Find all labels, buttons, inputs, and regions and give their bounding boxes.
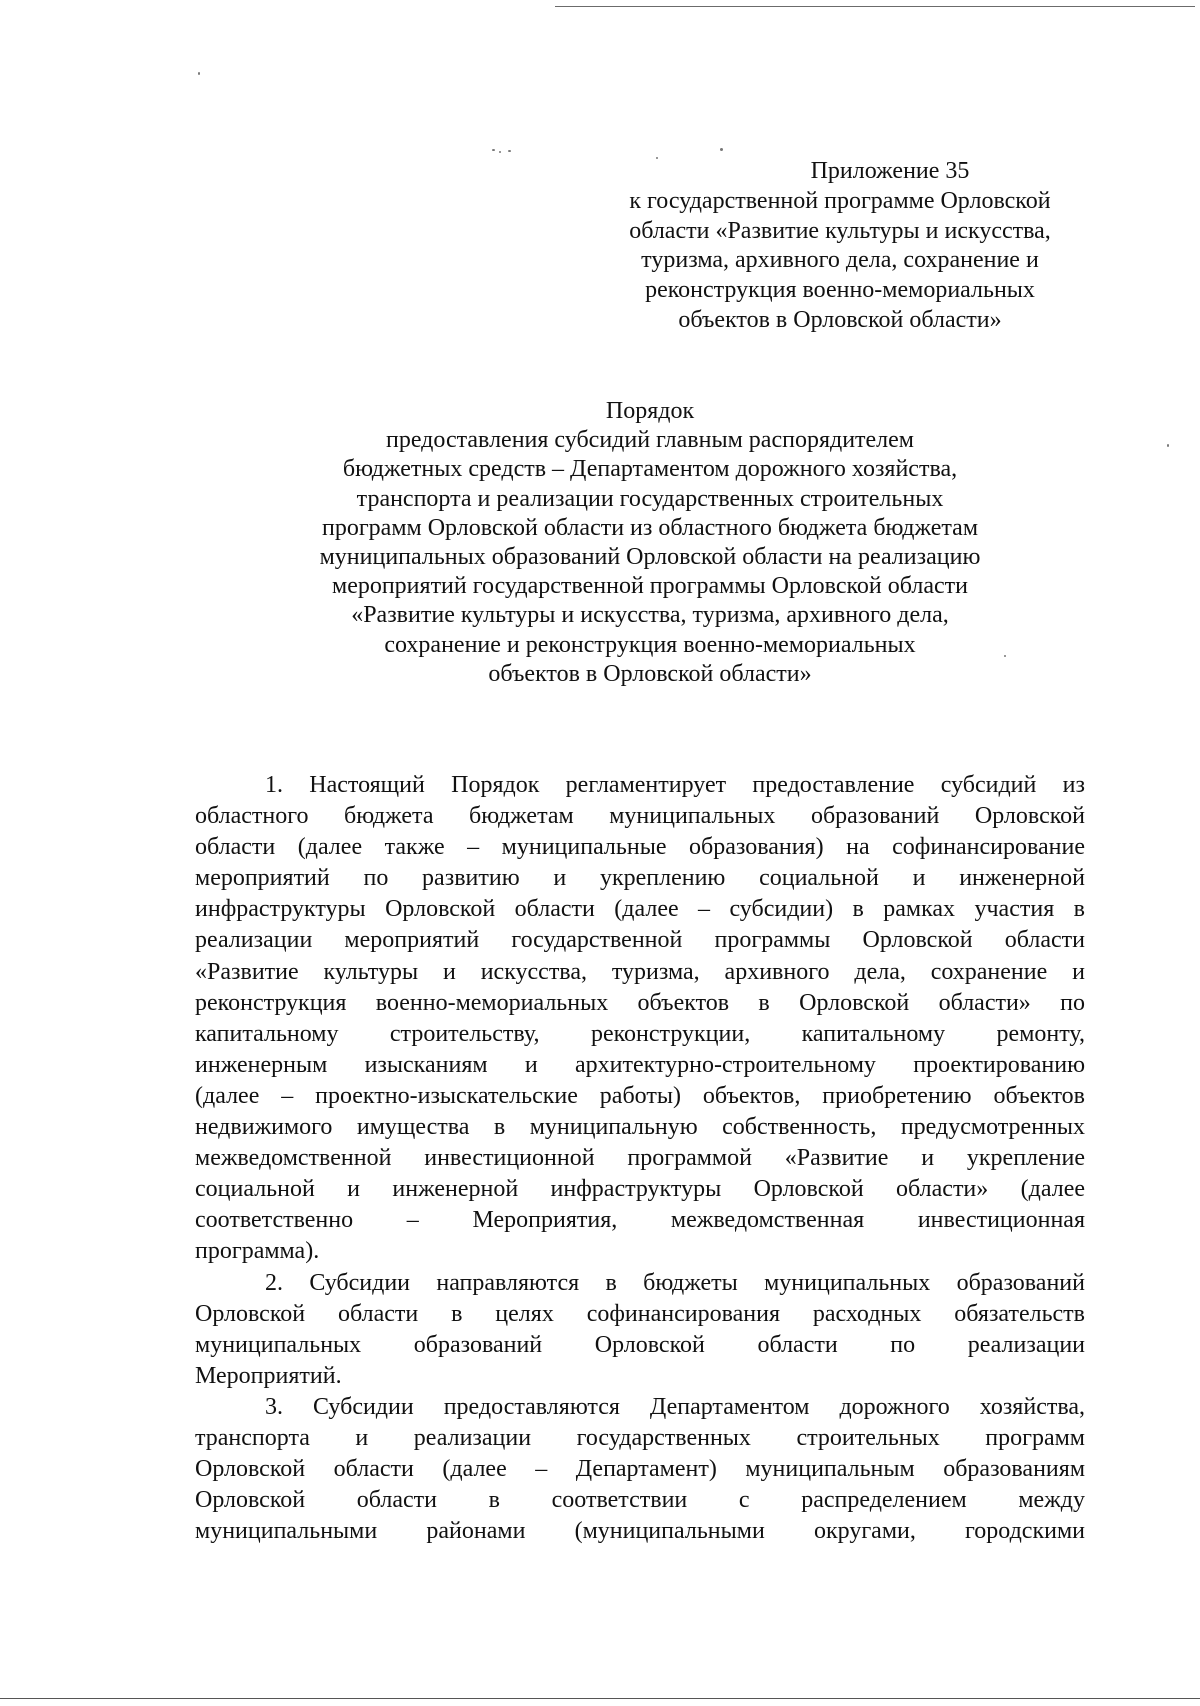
title-line: объектов в Орловской области» — [488, 660, 812, 687]
title-line: бюджетных средств – Департаментом дорожного хозяйства, — [342, 456, 958, 483]
title-line: «Развитие культуры и искусства, туризма, архивного дела, — [351, 602, 949, 629]
scan-speck — [1167, 444, 1169, 447]
scan-top-rule — [555, 6, 1195, 7]
appendix-line: туризма, архивного дела, сохранение и — [641, 247, 1039, 274]
body-line: межведомственной инвестиционной программой «Развитие и укрепление — [195, 1145, 1085, 1172]
appendix-number: Приложение 35 — [810, 158, 970, 184]
scan-speck — [492, 149, 495, 151]
body-line: инженерным изысканиям и архитектурно-строительному проектированию — [195, 1051, 1085, 1078]
scan-speck — [198, 72, 200, 75]
body-line: 3. Субсидии предоставляются Департаментом дорожного хозяйства, — [265, 1393, 1085, 1420]
title-line: мероприятий государственной программы Орловской области — [332, 573, 968, 600]
body-line: Орловской области в целях софинансирования расходных обязательств — [195, 1300, 1085, 1327]
document-body — [195, 770, 1085, 1547]
body-line: инфраструктуры Орловской области (далее – субсидии) в рамках участия в — [195, 896, 1085, 923]
scan-bottom-rule — [0, 1698, 1200, 1699]
body-line: социальной и инженерной инфраструктуры Орловской области» (далее — [195, 1176, 1085, 1203]
body-line: области (далее также – муниципальные образования) на софинансирование — [195, 834, 1085, 861]
title-line: транспорта и реализации государственных строительных — [356, 485, 944, 512]
body-line: мероприятий по развитию и укреплению социальной и инженерной — [195, 865, 1085, 892]
appendix-line: к государственной программе Орловской — [629, 187, 1051, 214]
body-line: муниципальных образований Орловской области по реализации — [195, 1331, 1085, 1358]
scan-speck — [508, 150, 511, 152]
body-line: 2. Субсидии направляются в бюджеты муниципальных образований — [265, 1269, 1085, 1296]
body-line: 1. Настоящий Порядок регламентирует предоставление субсидий из — [265, 772, 1085, 798]
appendix-block — [600, 157, 1080, 336]
body-line: (далее – проектно-изыскательские работы) объектов, приобретению объектов — [195, 1082, 1085, 1109]
title-line: программ Орловской области из областного бюджета бюджетам — [321, 514, 978, 541]
body-line: реконструкция военно-мемориальных объектов в Орловской области» по — [195, 989, 1085, 1016]
body-line: Мероприятий. — [195, 1362, 342, 1389]
appendix-line: объектов в Орловской области» — [678, 306, 1002, 333]
scan-speck — [720, 148, 723, 151]
body-line: Орловской области в соответствии с распределением между — [195, 1487, 1085, 1514]
body-line: капитальному строительству, реконструкции, капитальному ремонту, — [195, 1020, 1085, 1047]
body-line: областного бюджета бюджетам муниципальных образований Орловской — [195, 803, 1085, 830]
title-line: предоставления субсидий главным распорядителем — [385, 427, 914, 454]
appendix-line: области «Развитие культуры и искусства, — [629, 217, 1051, 244]
body-line: реализации мероприятий государственной программы Орловской области — [195, 927, 1085, 954]
body-line: «Развитие культуры и искусства, туризма, архивного дела, сохранение и — [195, 958, 1085, 985]
title-line: муниципальных образований Орловской области на реализацию — [319, 544, 981, 571]
body-line: недвижимого имущества в муниципальную собственность, предусмотренных — [195, 1114, 1085, 1141]
scan-speck — [499, 151, 501, 153]
title-heading: Порядок — [605, 398, 695, 424]
title-line: сохранение и реконструкция военно-мемориальных — [384, 631, 916, 658]
body-line: транспорта и реализации государственных строительных программ — [195, 1424, 1085, 1451]
body-line: Орловской области (далее – Департамент) муниципальным образованиям — [195, 1456, 1085, 1483]
body-line: муниципальными районами (муниципальными округами, городскими — [195, 1518, 1085, 1545]
body-line: соответственно – Мероприятия, межведомственная инвестиционная — [195, 1207, 1085, 1234]
body-line: программа). — [195, 1238, 320, 1265]
document-title — [200, 397, 1100, 689]
appendix-line: реконструкция военно-мемориальных — [645, 277, 1035, 304]
